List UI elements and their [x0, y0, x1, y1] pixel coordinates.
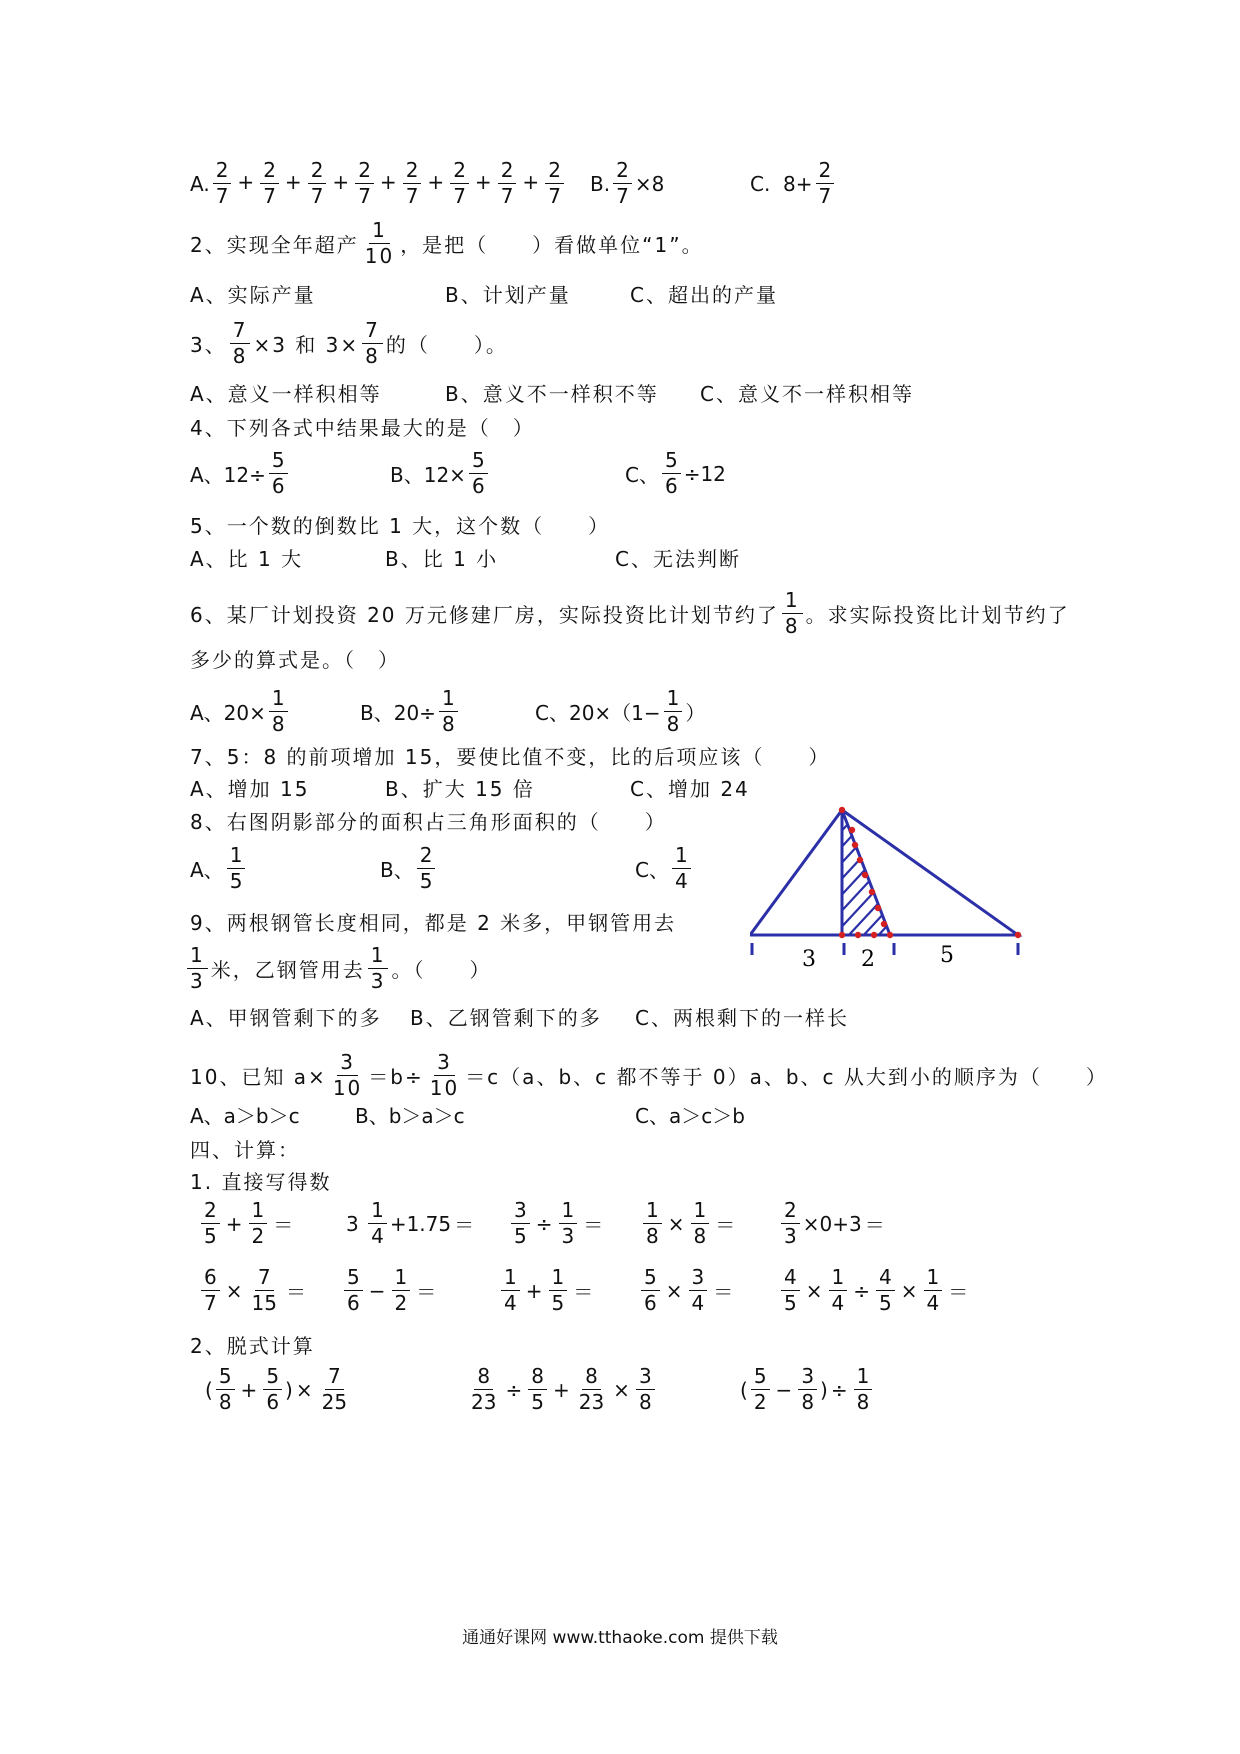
fraction: $\frac{3}{8}$	[636, 1366, 655, 1413]
fraction: $\frac{1}{4}$	[924, 1267, 943, 1314]
red-dot	[871, 932, 877, 938]
fraction: $\frac{5}{6}$	[662, 450, 681, 497]
q2-text-pre: 2、实现全年超产	[190, 233, 359, 257]
q2-option-b: B、计划产量	[445, 283, 571, 307]
q6-option-c-post: ）	[685, 701, 706, 725]
q6-text-post: 。求实际投资比计划节约了	[805, 603, 1070, 627]
q4-option-a: A、12÷	[190, 463, 266, 487]
red-dot	[839, 932, 845, 938]
fraction: $\frac{7}{8}$	[362, 320, 383, 367]
fraction: $\frac{1}{8}$	[782, 590, 803, 637]
fraction: $\frac{1}{10}$	[364, 218, 395, 268]
fraction: $\frac{1}{4}$	[501, 1267, 520, 1314]
fraction: $\frac{1}{5}$	[227, 845, 246, 892]
equals-sign: ＝	[864, 1213, 885, 1237]
fraction: $\frac{6}{7}$	[201, 1267, 220, 1314]
times-zero-plus-three: ×0+3	[802, 1211, 862, 1236]
red-dot	[862, 872, 868, 878]
q2-text-post: ，是把（ ）看做单位“1”。	[400, 233, 704, 257]
q4-option-c-suffix: ÷12	[683, 461, 726, 486]
red-dot	[855, 932, 861, 938]
fraction: $\frac{5}{6}$	[344, 1267, 363, 1314]
fraction: $\frac{1}{3}$	[368, 945, 389, 992]
q7-options	[190, 777, 750, 801]
fraction: $\frac{1}{4}$	[368, 1200, 387, 1247]
red-dot	[887, 932, 893, 938]
red-dot	[839, 807, 845, 813]
q4-option-c-label: C、	[625, 463, 659, 487]
red-dot	[852, 842, 858, 848]
fraction: $\frac{2}{7}$	[308, 160, 327, 207]
fraction: $\frac{2}{7}$	[545, 160, 564, 207]
fraction: $\frac{1}{8}$	[691, 1200, 710, 1247]
option-c-label: C.	[750, 171, 771, 196]
q3-option-c: C、意义不一样积相等	[700, 382, 914, 406]
q4-option-b: B、12×	[390, 463, 466, 487]
q3-number: 3、	[190, 333, 227, 357]
fraction: $\frac{5}{6}$	[641, 1267, 660, 1314]
q1-option-a-sum: $\frac{2}{7}$ + $\frac{2}{7}$ + $\frac{2}{7}$ + $\frac{2}{7}$ + $\frac{2}{7}$ + $\frac{2}{7}$ + $\frac{2}{7}$ + $\frac{2}{7}$	[210, 160, 567, 207]
fraction: $\frac{5}{8}$	[216, 1366, 235, 1413]
fraction: $\frac{1}{4}$	[829, 1267, 848, 1314]
fraction: $\frac{1}{8}$	[269, 688, 288, 735]
fraction: $\frac{1}{5}$	[549, 1267, 568, 1314]
equals-sign: ＝	[454, 1213, 475, 1237]
q6-text-pre: 6、某厂计划投资 20 万元修建厂房，实际投资比计划节约了	[190, 603, 779, 627]
q3-options	[190, 382, 914, 406]
equals-sign: ＝	[948, 1280, 969, 1304]
fraction: $\frac{7}{8}$	[230, 320, 251, 367]
q7-option-c: C、增加 24	[630, 777, 750, 801]
q8-option-b: B、	[380, 858, 414, 882]
q8-stem: 8、右图阴影部分的面积占三角形面积的（ ）	[190, 810, 667, 834]
base-ticks	[752, 943, 1018, 955]
q10-options	[190, 1104, 745, 1128]
q10-option-c: C、a＞c＞b	[635, 1104, 745, 1128]
worksheet-page: A. $\frac{2}{7}$ + $\frac{2}{7}$ + $\frac{2}{7}$ + $\frac{2}{7}$ + $\frac{2}{7}$ + $\frac{2}{7}$ + $\frac{2}{7}$ + $\frac{2}{7}$ B. $\frac{2}{7}$ ×8 C. 8+ $\frac{2}{7}$ 2、实现全年超产 $\frac{1}{10}$ ，是把（ ）看做单位“1”。 A、实际产量 B、计划产量 C、超出的产量 3、 $\frac{7}{8}$ ×3 和 3× $\frac{7}{8}$ 的（ ）。 A、意义一样积相等 B、意义不一样积不等 C、意义不一样积相等 4、下列各式中结果最大的是（ ） A、12÷ $\frac{5}{6}$ B、12× $\frac{5}{6}$ C、 $\frac{5}{6}$ ÷12 5、一个数的倒数比 1 大，这个数（ ） A、比 1 大 B、比 1 小 C、无法判断 6、某厂计划投资 20 万元修建厂房，实际投资比计划节约了 $\frac{1}{8}$ 。求实际投资比计划节约了 多少的算式是。（ ） A、20× $\frac{1}{8}$ B、20÷ $\frac{1}{8}$ C、20×（1− $\frac{1}{8}$ ） 7、5：8 的前项增加 15，要使比值不变，比的后项应该（ ） A、增加 15 B、扩大 15 倍 C、增加 24 8、右图阴影部分的面积占三角形面积的（ ） A、 $\frac{1}{5}$ B、 $\frac{2}{5}$ C、 $\frac{1}{4}$ 9、两根钢管长度相同，都是 2 米多，甲钢管用去 $\frac{1}{3}$ 米，乙钢管用去 $\frac{1}{3}$ 。（ ） A、甲钢管剩下的多 B、乙钢管剩下的多 C、两根剩下的一样长 3 2 5 10、已知 a× $\frac{3}{10}$ ＝b÷ $\frac{3}{10}$ ＝c（a、b、c 都不等于 0）a、b、c 从大到小的顺序为（ ） A、a＞b＞c B、b＞a＞c C、a＞c＞b 四、计算： 1. 直接写得数 $\frac{2}{5}$ + $\frac{1}{2}$ ＝ 3 $\frac{1}{4}$ +1.75 ＝ $\frac{3}{5}$ ÷ $\frac{1}{3}$ ＝ $\frac{1}{8}$ × $\frac{1}{8}$ ＝ $\frac{2}{3}$ ×0+3 ＝ $\frac{6}{7}$ × $\frac{7}{15}$ ＝ $\frac{5}{6}$ − $\frac{1}{2}$ ＝ $\frac{1}{4}$ + $\frac{1}{5}$ ＝ $\frac{5}{6}$ × $\frac{3}{4}$ ＝ $\frac{4}{5}$ × $\frac{1}{4}$ ÷ $\frac{4}{5}$ × $\frac{1}{4}$ ＝ 2、脱式计算 ( $\frac{5}{8}$ + $\frac{5}{6}$ ) × $\frac{7}{25}$ $\frac{8}{23}$ ÷ $\frac{8}{5}$ + $\frac{8}{23}$ × $\frac{3}{8}$ ( $\frac{5}{2}$ − $\frac{3}{8}$ ) ÷ $\frac{1}{8}$ 通通好课网 www.tthaoke.com 提供下载	[0, 0, 1240, 1754]
q3-text-post: 的（ ）。	[385, 333, 508, 357]
fraction: $\frac{2}{7}$	[213, 160, 232, 207]
fraction: $\frac{1}{8}$	[664, 688, 683, 735]
red-dot	[857, 857, 863, 863]
fraction: $\frac{8}{23}$	[578, 1364, 605, 1414]
q8-option-c: C、	[635, 858, 669, 882]
q5-stem: 5、一个数的倒数比 1 大，这个数（ ）	[190, 514, 611, 538]
red-dot	[881, 921, 887, 927]
q5-option-a: A、比 1 大	[190, 547, 304, 571]
q10-option-a: A、a＞b＞c	[190, 1104, 300, 1128]
q9-text-mid: 米，乙钢管用去	[210, 958, 365, 982]
q2-options	[190, 283, 778, 307]
triangle-figure	[750, 800, 1040, 980]
fraction: $\frac{3}{8}$	[798, 1366, 817, 1413]
option-b-label: B.	[590, 171, 611, 196]
q10-text-pre: 10、已知 a×	[190, 1065, 327, 1089]
section-title: 四、计算：	[190, 1138, 300, 1162]
equals-sign: ＝	[713, 1280, 734, 1304]
q6-option-a: A、20×	[190, 701, 266, 725]
q5-option-c: C、无法判断	[615, 547, 741, 571]
fraction: $\frac{2}{7}$	[260, 160, 279, 207]
base-label-5: 5	[940, 943, 954, 968]
mixed-number	[346, 1200, 390, 1247]
fraction: $\frac{3}{10}$	[429, 1050, 460, 1100]
red-dot	[1015, 932, 1021, 938]
fraction: $\frac{1}{8}$	[439, 688, 458, 735]
fraction: $\frac{1}{3}$	[559, 1200, 578, 1247]
equals-sign: ＝	[715, 1213, 736, 1237]
q6-option-c-pre: C、20×（1−	[535, 701, 661, 725]
fraction: $\frac{8}{23}$	[471, 1364, 497, 1414]
q2-option-a: A、实际产量	[190, 283, 316, 307]
q6-option-b: B、20÷	[360, 701, 436, 725]
option-c-prefix: 8+	[783, 171, 813, 196]
q9-stem: 9、两根钢管长度相同，都是 2 米多，甲钢管用去	[190, 911, 677, 935]
fraction: $\frac{4}{5}$	[876, 1267, 895, 1314]
fraction: $\frac{3}{4}$	[689, 1267, 708, 1314]
option-a-label: A.	[190, 171, 210, 196]
q10-text-post: ＝c（a、b、c 都不等于 0）a、b、c 从大到小的顺序为（ ）	[465, 1065, 1108, 1089]
equals-sign: ＝	[285, 1280, 306, 1304]
equals-sign: ＝	[416, 1280, 437, 1304]
q9-text-post: 。（ ）	[391, 958, 492, 982]
fraction: $\frac{3}{5}$	[511, 1200, 530, 1247]
q4-stem: 4、下列各式中结果最大的是（ ）	[190, 416, 535, 440]
fraction: $\frac{2}{7}$	[816, 160, 835, 207]
mixed-whole: 3	[346, 1211, 359, 1236]
fraction: $\frac{3}{10}$	[332, 1050, 363, 1100]
fraction: $\frac{5}{6}$	[263, 1366, 282, 1413]
fraction: $\frac{1}{2}$	[392, 1267, 411, 1314]
q9-option-a: A、甲钢管剩下的多	[190, 1006, 382, 1030]
q9-options	[190, 1006, 849, 1030]
fraction: $\frac{5}{6}$	[269, 450, 288, 497]
fraction: $\frac{1}{8}$	[854, 1366, 873, 1413]
fraction: $\frac{7}{25}$	[321, 1364, 348, 1414]
fraction: $\frac{2}{7}$	[498, 160, 517, 207]
base-label-3: 3	[802, 947, 816, 972]
q7-option-b: B、扩大 15 倍	[385, 777, 535, 801]
fraction: $\frac{1}{3}$	[187, 945, 208, 992]
red-dot	[869, 889, 875, 895]
q5-option-b: B、比 1 小	[385, 547, 499, 571]
base-label-2: 2	[861, 947, 875, 972]
q3-text-mid: ×3 和 3×	[253, 333, 360, 357]
red-dot	[875, 905, 881, 911]
q8-option-a: A、	[190, 858, 224, 882]
fraction: $\frac{1}{2}$	[249, 1200, 268, 1247]
fraction: $\frac{2}{7}$	[613, 160, 632, 207]
option-b-suffix: ×8	[634, 171, 665, 196]
q7-option-a: A、增加 15	[190, 777, 310, 801]
fraction: $\frac{2}{7}$	[355, 160, 374, 207]
q3-option-b: B、意义不一样积不等	[445, 382, 659, 406]
q7-stem: 7、5：8 的前项增加 15，要使比值不变，比的后项应该（ ）	[190, 745, 831, 769]
q1-option-c	[750, 160, 837, 207]
page-footer: 通通好课网 www.tthaoke.com 提供下载	[462, 1628, 778, 1648]
equals-sign: ＝	[573, 1280, 594, 1304]
fraction: $\frac{5}{2}$	[751, 1366, 770, 1413]
equals-sign: ＝	[583, 1213, 604, 1237]
red-dot	[849, 827, 855, 833]
subsection-title-2: 2、脱式计算	[190, 1334, 315, 1358]
fraction: $\frac{1}{8}$	[643, 1200, 662, 1247]
q1-option-a	[190, 160, 567, 207]
fraction: $\frac{7}{15}$	[251, 1265, 277, 1315]
plus-decimal: +1.75	[389, 1211, 452, 1236]
q6-stem-line2: 多少的算式是。（ ）	[190, 648, 400, 672]
fraction: $\frac{2}{7}$	[450, 160, 469, 207]
fraction: $\frac{1}{4}$	[672, 845, 691, 892]
q9-option-b: B、乙钢管剩下的多	[410, 1006, 602, 1030]
fraction: $\frac{2}{5}$	[201, 1200, 220, 1247]
fraction: $\frac{2}{5}$	[417, 845, 436, 892]
fraction: $\frac{5}{6}$	[469, 450, 488, 497]
fraction: $\frac{2}{3}$	[781, 1200, 800, 1247]
fraction: $\frac{2}{7}$	[403, 160, 422, 207]
fraction: $\frac{4}{5}$	[781, 1267, 800, 1314]
hatch-line	[835, 976, 900, 980]
q2-option-c: C、超出的产量	[630, 283, 778, 307]
subsection-title-1: 1. 直接写得数	[190, 1170, 332, 1194]
q10-text-mid: ＝b÷	[368, 1065, 424, 1089]
equals-sign: ＝	[273, 1213, 294, 1237]
q3-option-a: A、意义一样积相等	[190, 382, 382, 406]
q10-option-b: B、b＞a＞c	[355, 1104, 465, 1128]
q9-option-c: C、两根剩下的一样长	[635, 1006, 849, 1030]
q5-options	[190, 547, 741, 571]
q1-option-b	[590, 160, 664, 207]
fraction: $\frac{8}{5}$	[528, 1366, 547, 1413]
